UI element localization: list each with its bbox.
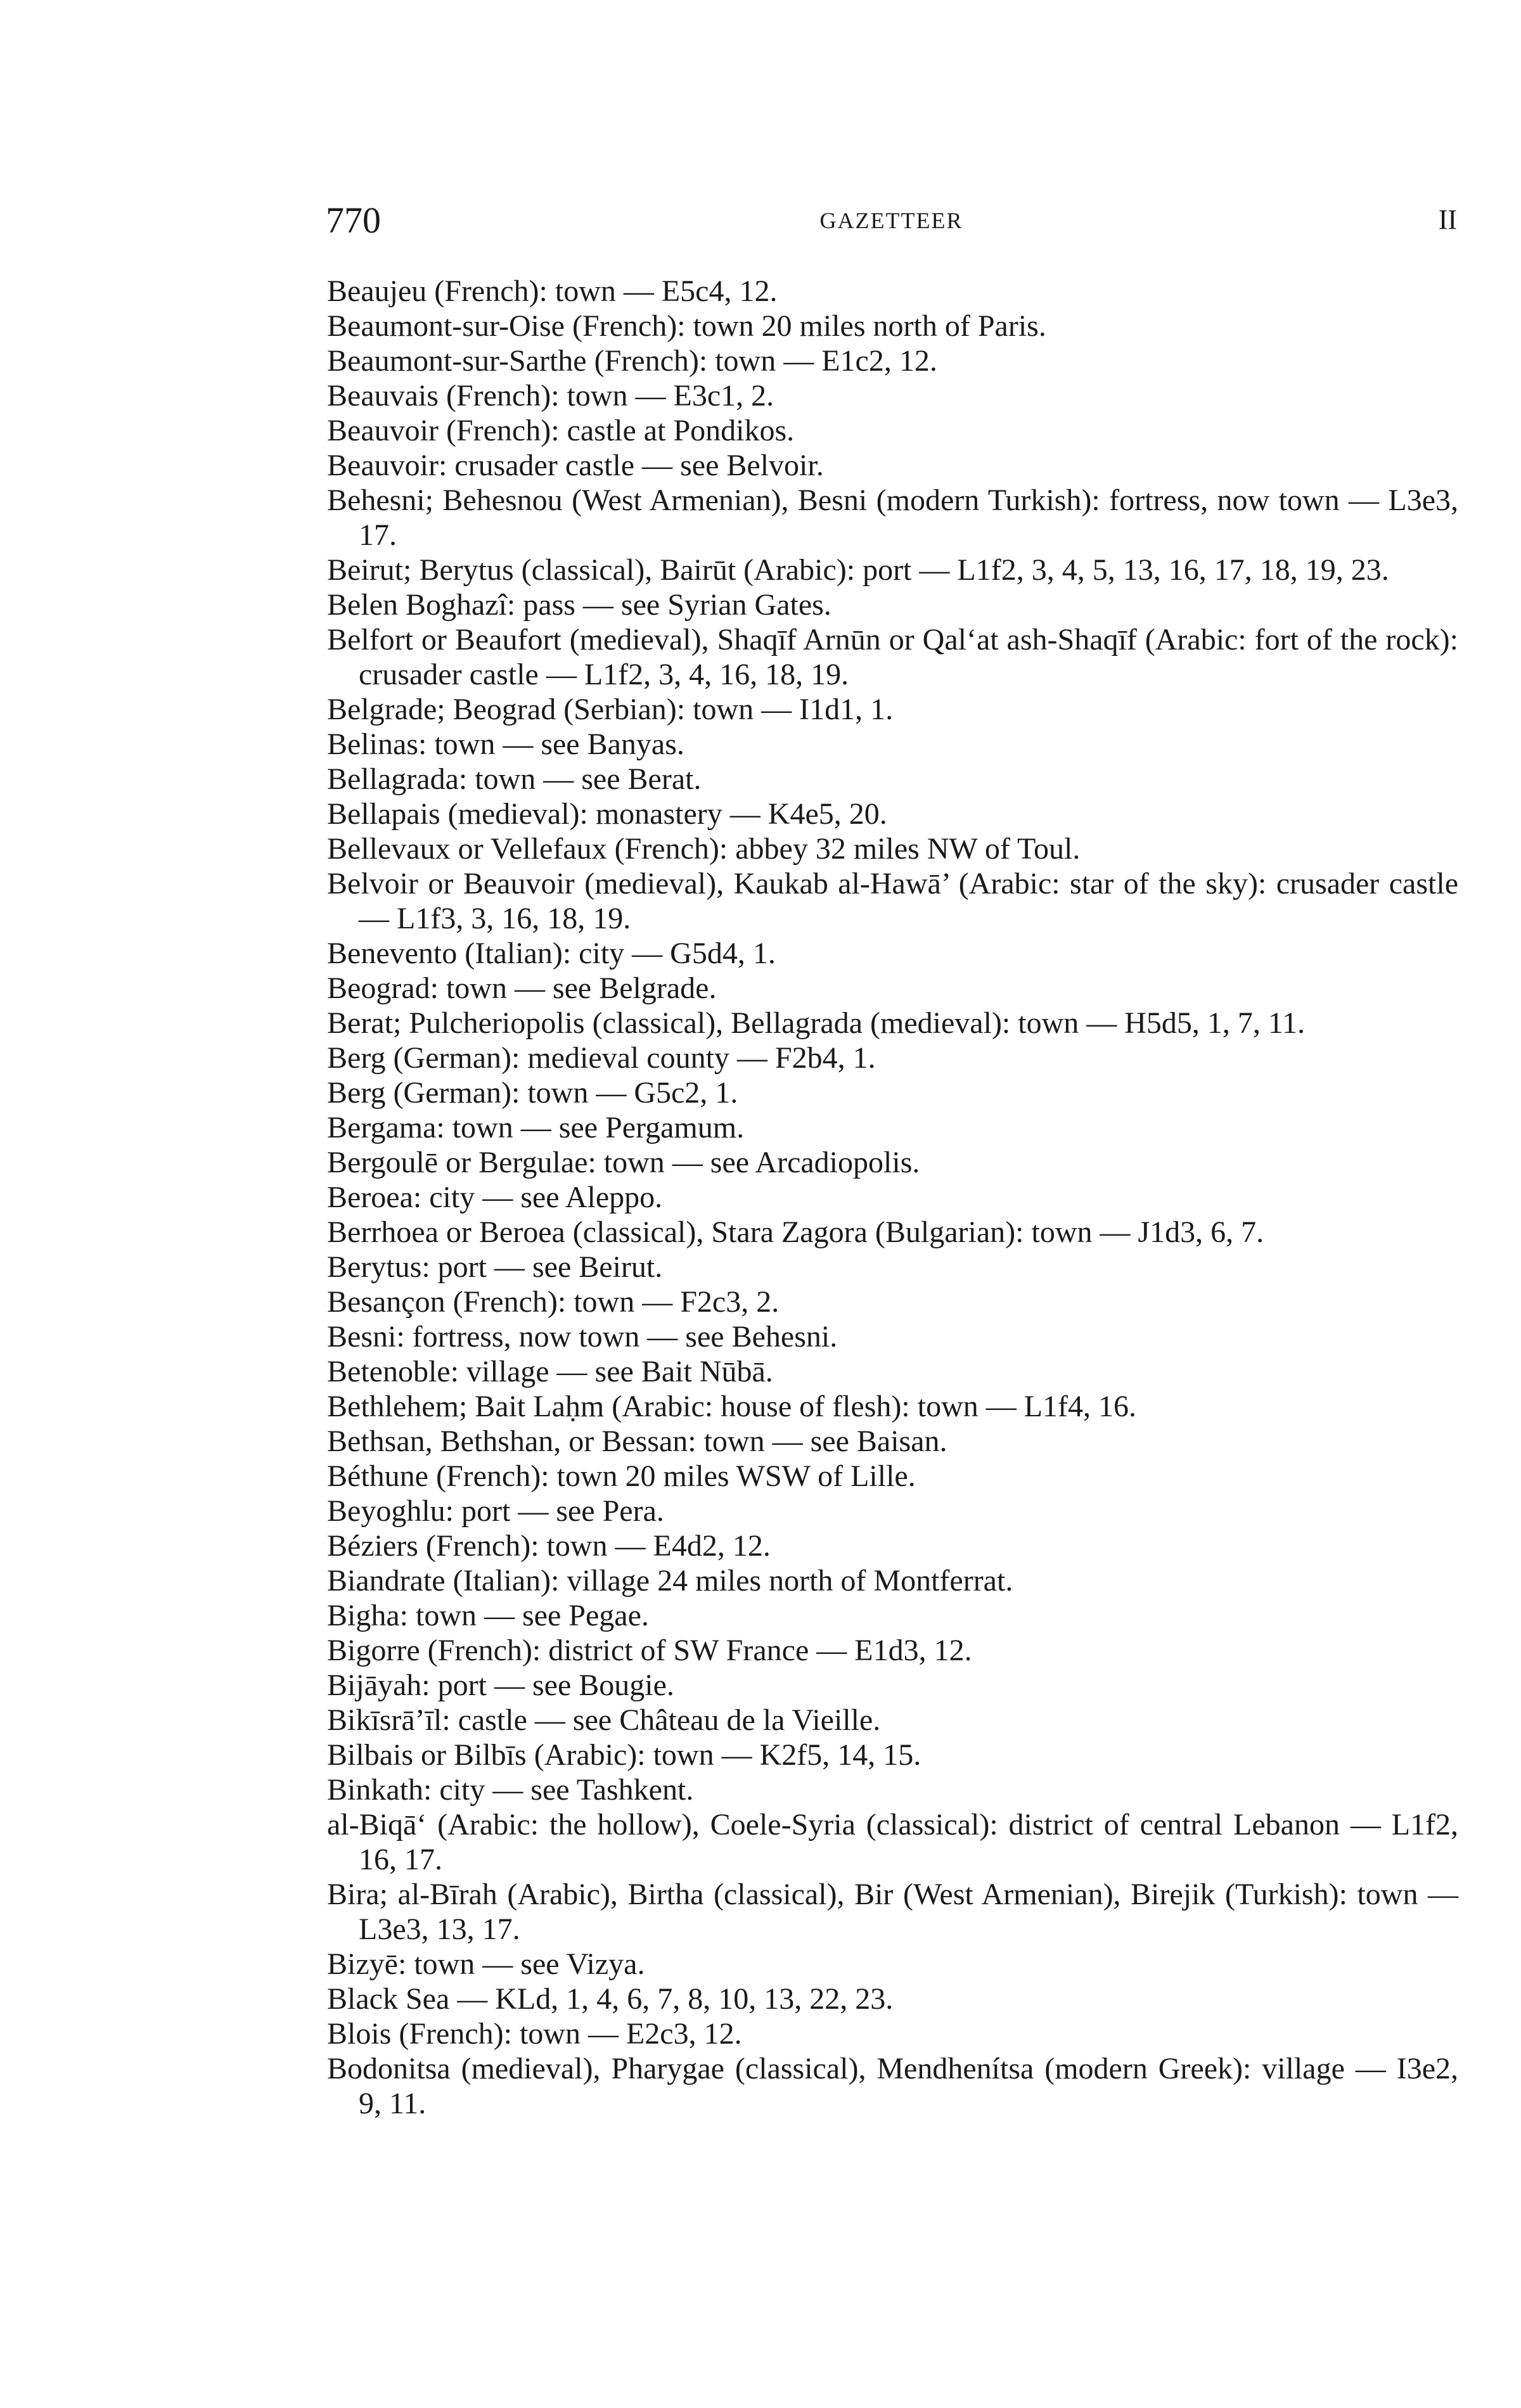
gazetteer-entry: Beauvoir (French): castle at Pondikos. <box>327 414 795 447</box>
page-number: 770 <box>326 200 381 241</box>
gazetteer-entry: Benevento (Italian): city — G5d4, 1. <box>327 937 776 970</box>
gazetteer-entry: Berat; Pulcheriopolis (classical), Bellagrada (medieval): town — H5d5, 1, 7, 11. <box>327 1006 1306 1040</box>
gazetteer-entry: Béziers (French): town — E4d2, 12. <box>327 1529 771 1563</box>
gazetteer-entry: Belfort or Beaufort (medieval), Shaqīf Arnūn or Qal‘at ash-Shaqīf (Arabic: fort of the rock): crusader castle — L1f2, 3, 4, 16, 18, 19. <box>327 623 1458 691</box>
gazetteer-entry: al-Biqā‘ (Arabic: the hollow), Coele-Syria (classical): district of central Lebanon — L1f2, 16, 17. <box>327 1808 1458 1876</box>
gazetteer-entry: Berg (German): town — G5c2, 1. <box>327 1076 738 1110</box>
gazetteer-entry: Berg (German): medieval county — F2b4, 1. <box>327 1041 876 1075</box>
gazetteer-entry: Binkath: city — see Tashkent. <box>327 1773 694 1807</box>
gazetteer-entry: Beaujeu (French): town — E5c4, 12. <box>327 274 778 308</box>
volume-number: II <box>1438 204 1457 235</box>
gazetteer-entry: Bigorre (French): district of SW France — E1d3, 12. <box>327 1634 972 1667</box>
gazetteer-entry: Bigha: town — see Pegae. <box>327 1599 649 1632</box>
gazetteer-entries <box>327 274 1458 2121</box>
gazetteer-entry: Belen Boghazî: pass — see Syrian Gates. <box>327 588 831 622</box>
gazetteer-entry: Besni: fortress, now town — see Behesni. <box>327 1320 838 1354</box>
gazetteer-entry: Betenoble: village — see Bait Nūbā. <box>327 1355 773 1388</box>
running-title: GAZETTEER <box>819 208 963 233</box>
gazetteer-entry: Bellagrada: town — see Berat. <box>327 762 702 796</box>
gazetteer-entry: Bergama: town — see Pergamum. <box>327 1111 745 1144</box>
gazetteer-entry: Beaumont-sur-Sarthe (French): town — E1c2, 12. <box>327 344 937 378</box>
gazetteer-entry: Beaumont-sur-Oise (French): town 20 miles north of Paris. <box>327 309 1046 343</box>
gazetteer-entry: Bira; al-Bīrah (Arabic), Birtha (classical), Bir (West Armenian), Birejik (Turkish): town — L3e3, 13, 17. <box>327 1878 1458 1946</box>
gazetteer-entry: Belgrade; Beograd (Serbian): town — I1d1, 1. <box>327 693 894 726</box>
gazetteer-entry: Beauvoir: crusader castle — see Belvoir. <box>327 449 824 482</box>
gazetteer-entry: Belvoir or Beauvoir (medieval), Kaukab al-Hawā’ (Arabic: star of the sky): crusader castle — L1f3, 3, 16, 18, 19. <box>327 867 1458 935</box>
gazetteer-entry: Besançon (French): town — F2c3, 2. <box>327 1285 780 1319</box>
gazetteer-entry: Bergoulē or Bergulae: town — see Arcadiopolis. <box>327 1146 920 1179</box>
gazetteer-entry: Bilbais or Bilbīs (Arabic): town — K2f5, 14, 15. <box>327 1738 921 1772</box>
gazetteer-entry: Beauvais (French): town — E3c1, 2. <box>327 379 774 413</box>
gazetteer-entry: Biandrate (Italian): village 24 miles north of Montferrat. <box>327 1564 1013 1598</box>
gazetteer-entry: Berytus: port — see Beirut. <box>327 1250 663 1284</box>
gazetteer-entry: Béthune (French): town 20 miles WSW of Lille. <box>327 1459 916 1493</box>
gazetteer-entry: Beirut; Berytus (classical), Bairūt (Arabic): port — L1f2, 3, 4, 5, 13, 16, 17, 18, 19, 23. <box>327 553 1389 587</box>
gazetteer-entry: Beograd: town — see Belgrade. <box>327 971 717 1005</box>
gazetteer-entry: Beyoghlu: port — see Pera. <box>327 1494 664 1528</box>
gazetteer-entry: Black Sea — KLd, 1, 4, 6, 7, 8, 10, 13, 22, 23. <box>327 1982 894 2016</box>
gazetteer-entry: Blois (French): town — E2c3, 12. <box>327 2017 742 2051</box>
gazetteer-entry: Bodonitsa (medieval), Pharygae (classical), Mendhenítsa (modern Greek): village — I3e2, 9, 11. <box>327 2052 1458 2120</box>
gazetteer-entry: Bikīsrā’īl: castle — see Château de la Vieille. <box>327 1703 881 1737</box>
gazetteer-entry: Bethsan, Bethshan, or Bessan: town — see Baisan. <box>327 1425 947 1458</box>
gazetteer-entry: Bellapais (medieval): monastery — K4e5, 20. <box>327 797 887 831</box>
gazetteer-entry: Beroea: city — see Aleppo. <box>327 1181 663 1214</box>
gazetteer-entry: Berrhoea or Beroea (classical), Stara Zagora (Bulgarian): town — J1d3, 6, 7. <box>327 1215 1264 1249</box>
gazetteer-entry: Bethlehem; Bait Laḥm (Arabic: house of flesh): town — L1f4, 16. <box>327 1390 1137 1423</box>
running-head <box>326 202 1457 240</box>
gazetteer-entry: Bizyē: town — see Vizya. <box>327 1947 645 1981</box>
gazetteer-entry: Bellevaux or Vellefaux (French): abbey 32 miles NW of Toul. <box>327 832 1081 866</box>
gazetteer-entry: Behesni; Behesnou (West Armenian), Besni (modern Turkish): fortress, now town — L3e3, 17. <box>327 484 1458 552</box>
gazetteer-entry: Belinas: town — see Banyas. <box>327 727 684 761</box>
gazetteer-entry: Bijāyah: port — see Bougie. <box>327 1668 674 1702</box>
